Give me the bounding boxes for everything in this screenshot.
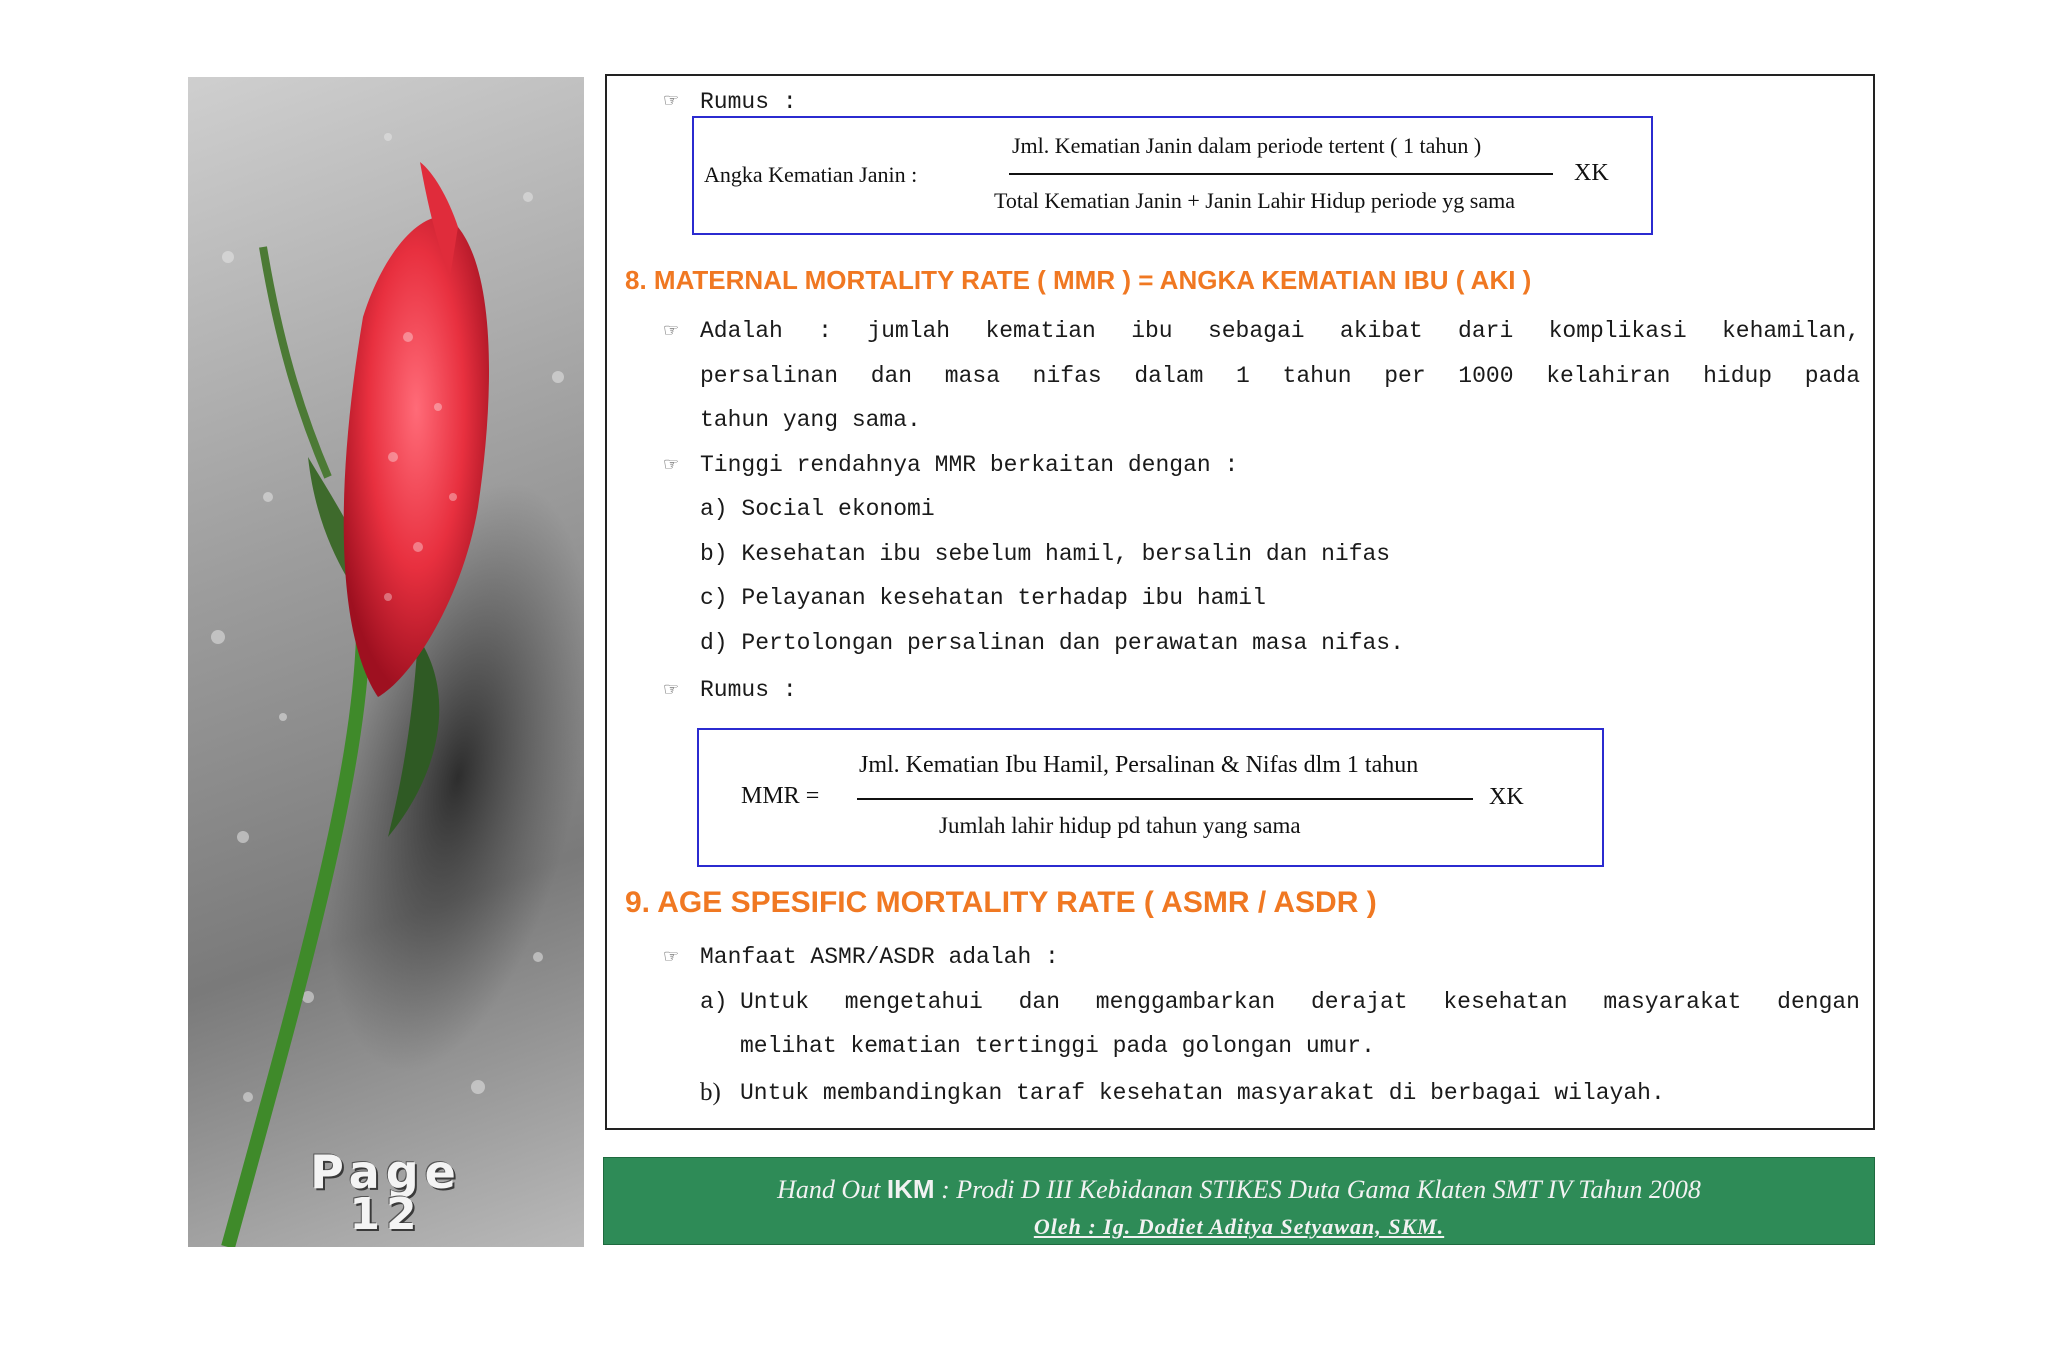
page-number-label: 12	[349, 1189, 423, 1240]
formula-denominator: Jumlah lahir hidup pd tahun yang sama	[939, 813, 1301, 838]
pointing-hand-icon: ☞	[663, 454, 680, 475]
page-word-label: Page	[310, 1145, 462, 1199]
pointing-hand-icon: ☞	[663, 679, 680, 700]
item-a-line-1: Untuk mengetahui dan menggambarkan derajat kesehatan masyarakat dengan	[740, 989, 1860, 1015]
formula-multiplier: XK	[1489, 784, 1524, 810]
factor-item: a) Social ekonomi	[700, 496, 935, 522]
fraction-line	[857, 798, 1473, 800]
formula-numerator: Jml. Kematian Janin dalam periode tertent ( 1 tahun )	[1012, 133, 1482, 158]
fraction-line	[1009, 173, 1553, 175]
pointing-hand-icon: ☞	[663, 90, 680, 111]
item-a-line-2: melihat kematian tertinggi pada golongan umur.	[740, 1033, 1375, 1059]
factor-item: d) Pertolongan persalinan dan perawatan masa nifas.	[700, 630, 1404, 656]
footer-title	[604, 1174, 1874, 1205]
pointing-hand-icon: ☞	[663, 320, 680, 341]
factor-item: b) Kesehatan ibu sebelum hamil, bersalin dan nifas	[700, 541, 1391, 567]
formula-numerator: Jml. Kematian Ibu Hamil, Persalinan & Nifas dlm 1 tahun	[859, 752, 1419, 778]
footer-author: Oleh : Ig. Dodiet Aditya Setyawan, SKM.	[1033, 1214, 1445, 1239]
footer-banner	[603, 1157, 1875, 1245]
red-rose-image	[188, 77, 584, 1247]
item-b-marker: b)	[700, 1079, 721, 1106]
pointing-hand-icon: ☞	[663, 946, 680, 967]
formula-lhs: Angka Kematian Janin :	[704, 162, 918, 187]
footer-part2: : Prodi D III Kebidanan STIKES Duta Gama Klaten SMT IV Tahun 2008	[934, 1175, 1701, 1204]
content-frame	[605, 74, 1875, 1130]
formula-lhs: MMR =	[741, 783, 820, 809]
fetal-death-formula-box	[692, 116, 1653, 235]
formula-multiplier: XK	[1574, 160, 1609, 186]
asmr-intro: Manfaat ASMR/ASDR adalah :	[700, 944, 1059, 970]
footer-part1: Hand Out	[777, 1175, 887, 1204]
footer-ikm: IKM	[886, 1174, 935, 1204]
factor-item: c) Pelayanan kesehatan terhadap ibu hamil	[700, 585, 1266, 611]
definition-line-1: Adalah : jumlah kematian ibu sebagai akibat dari komplikasi kehamilan,	[700, 318, 1860, 344]
section-8-heading: 8. MATERNAL MORTALITY RATE ( MMR ) = ANGKA KEMATIAN IBU ( AKI )	[625, 265, 1532, 295]
mmr-formula-box	[697, 728, 1604, 867]
item-b-text: Untuk membandingkan taraf kesehatan masyarakat di berbagai wilayah.	[740, 1080, 1665, 1106]
rumus-label: Rumus :	[700, 89, 797, 115]
formula-denominator: Total Kematian Janin + Janin Lahir Hidup periode yg sama	[994, 188, 1516, 213]
definition-line-2: persalinan dan masa nifas dalam 1 tahun per 1000 kelahiran hidup pada	[700, 363, 1860, 389]
rumus-label: Rumus :	[700, 677, 797, 703]
item-a-marker: a)	[700, 989, 728, 1015]
factors-intro: Tinggi rendahnya MMR berkaitan dengan :	[700, 452, 1239, 478]
definition-line-3: tahun yang sama.	[700, 407, 921, 433]
decorative-side-panel	[188, 77, 584, 1247]
section-9-heading: 9. AGE SPESIFIC MORTALITY RATE ( ASMR / ASDR )	[625, 886, 1377, 919]
